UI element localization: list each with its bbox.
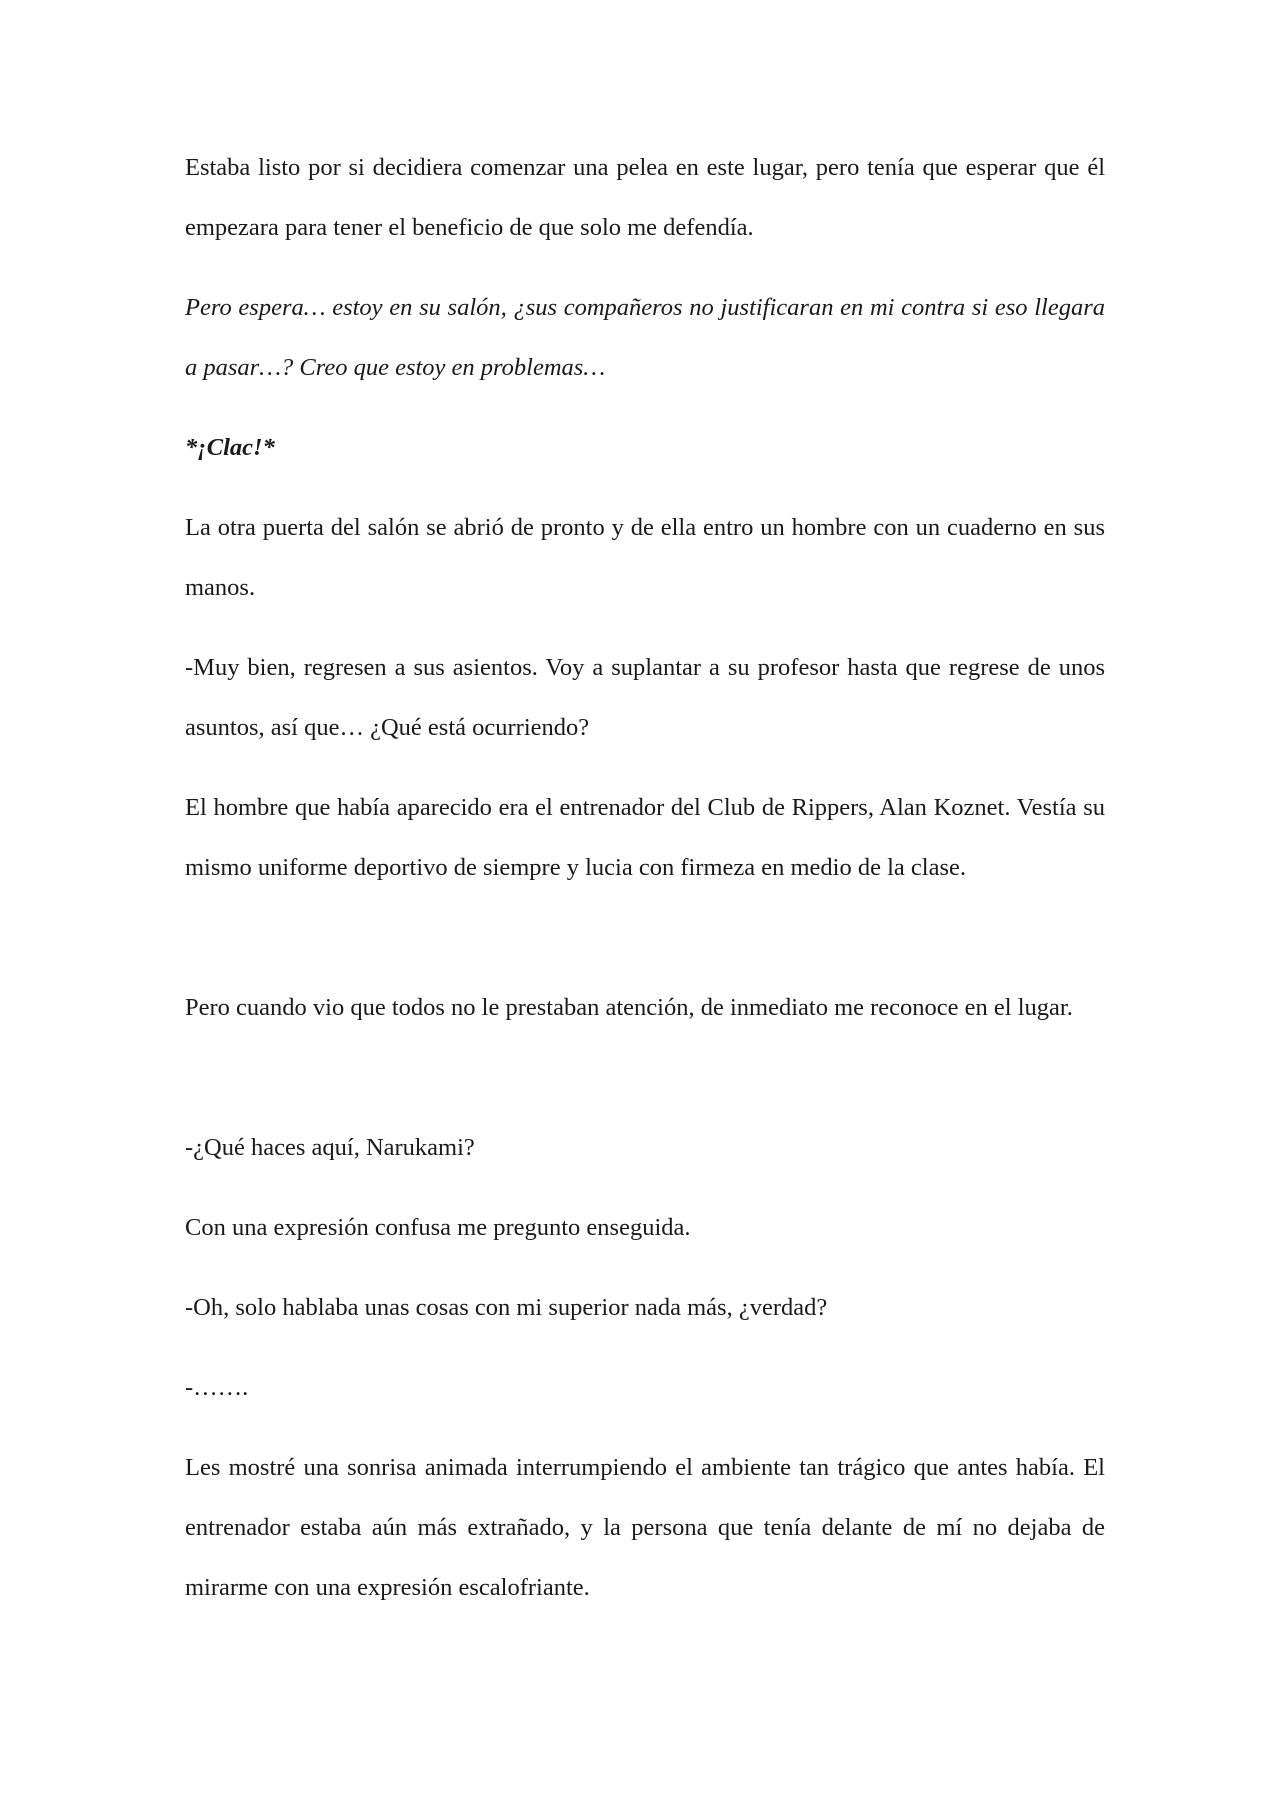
- paragraph-8-dialogue: -¿Qué haces aquí, Narukami?: [185, 1134, 475, 1161]
- paragraph-5-dialogue: -Muy bien, regresen a sus asientos. Voy a suplantar a su profesor hasta que regrese de unos asuntos, así que… ¿Qué está ocurriendo?: [185, 654, 1105, 741]
- paragraph-10-dialogue: -Oh, solo hablaba unas cosas con mi superior nada más, ¿verdad?: [185, 1294, 828, 1321]
- paragraph-4: La otra puerta del salón se abrió de pronto y de ella entro un hombre con un cuaderno en sus manos.: [185, 514, 1105, 601]
- paragraph-9: Con una expresión confusa me pregunto enseguida.: [185, 1214, 691, 1241]
- paragraph-3-sound-effect: *¡Clac!*: [185, 434, 275, 461]
- paragraph-11-dialogue: -…….: [185, 1374, 249, 1401]
- paragraph-2-thought: Pero espera… estoy en su salón, ¿sus compañeros no justificaran en mi contra si eso llegara a pasar…? Creo que estoy en problemas…: [185, 294, 1105, 381]
- paragraph-12: Les mostré una sonrisa animada interrumpiendo el ambiente tan trágico que antes había. El entrenador estaba aún más extrañado, y la persona que tenía delante de mí no dejaba de mirarme con una expresión escalofriante.: [185, 1454, 1105, 1601]
- paragraph-7: Pero cuando vio que todos no le prestaban atención, de inmediato me reconoce en el lugar.: [185, 994, 1073, 1021]
- paragraph-6: El hombre que había aparecido era el entrenador del Club de Rippers, Alan Koznet. Vestía su mismo uniforme deportivo de siempre y lucia con firmeza en medio de la clase.: [185, 794, 1105, 881]
- paragraph-1: Estaba listo por si decidiera comenzar una pelea en este lugar, pero tenía que esperar que él empezara para tener el beneficio de que solo me defendía.: [185, 154, 1105, 241]
